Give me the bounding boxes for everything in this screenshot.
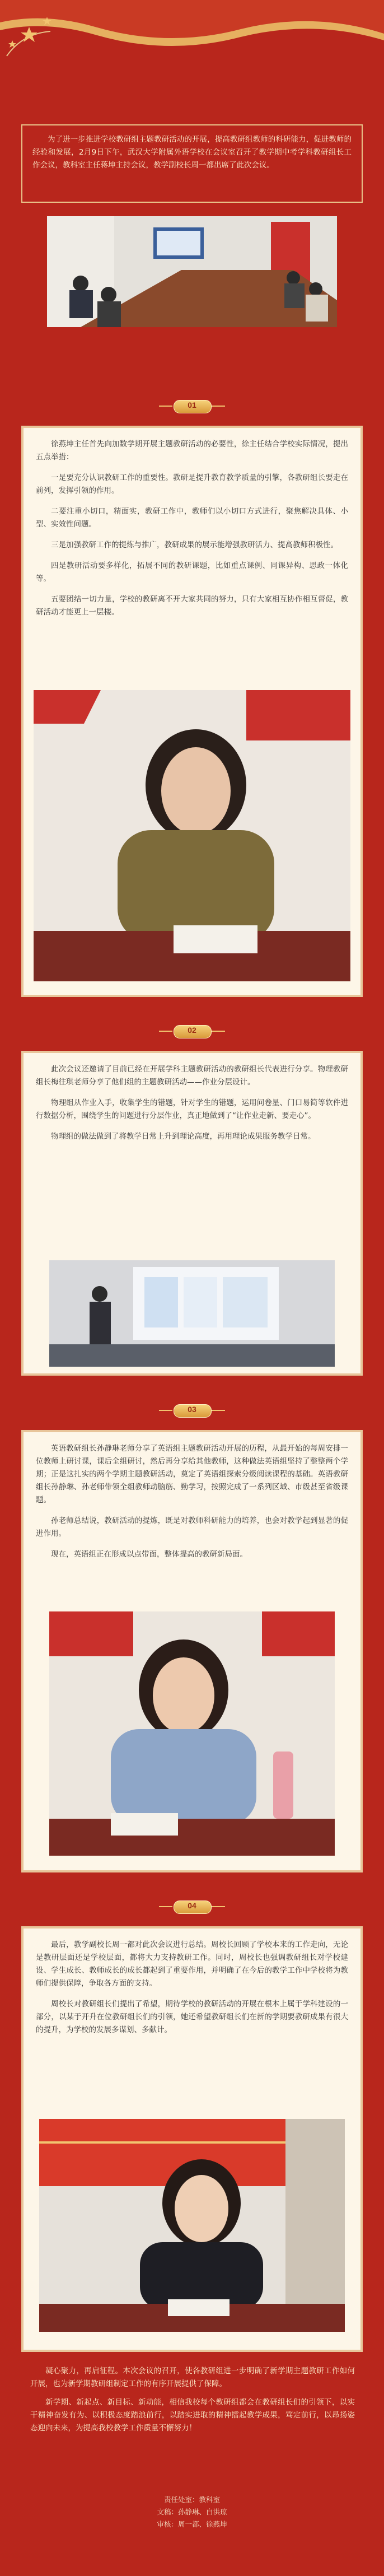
meeting-photo-icon: [47, 216, 337, 327]
section-01-badge: [162, 395, 222, 417]
section-number: 01: [188, 400, 196, 409]
section-01-card: [21, 426, 363, 997]
paragraph: 五要团结一切力量，学校的教研离不开大家共同的努力，只有大家相互协作相互督促，教研活动才能更上一层楼。: [36, 595, 348, 617]
speaker-photo-03: [49, 1611, 335, 1856]
paragraph: 现在，英语组正在形成以点带面，整体提高的教研新局面。: [51, 1550, 247, 1559]
intro-text: 为了进一步推进学校教研组主题教研活动的开展，提高教研组教师的科研能力，促进教师的经验和发展，2月9日下午，武汉大学附属外语学校在会议室召开了教学期中考学科教研组长工作会议，教科室主任蒋坤主持会议，教学副校长周一都出席了此次会议。: [32, 135, 352, 170]
paragraph: 三是加强教研工作的提炼与推广，教研成果的展示能增强教研活力、提高教师积极性。: [51, 541, 338, 549]
section-02-card: [21, 1051, 363, 1376]
paragraph: 最后，教学副校长周一都对此次会议进行总结。周校长回顾了学校本来的工作走向，无论是教研层面还是学校层面，都将大力支持教研工作。同时，周校长也强调教研组长对学校建设、学生成长、教师成长的成长都起到了重要作用，并明确了在今后的教学工作中学校将为教师们提供保障，争取各方面的支持。: [36, 1940, 348, 1988]
meeting-room-photo: [47, 216, 337, 327]
section-04-card: [21, 1926, 363, 2352]
paragraph: 周校长对教研组长们提出了希望，期待学校的教研活动的开展在根本上属于学科建设的一部分，以某于开升在位教研组长们的引领，她还希望教研组长们在新的学期要教研成果有很大的提升，为学校的发展多谋划、多献计。: [36, 2000, 348, 2034]
speaker-photo-icon: [34, 690, 350, 981]
paragraph: 孙老师总结说，教研活动的提炼，既是对教师科研能力的培养，也会对教学起到显著的促进作用。: [36, 1516, 348, 1538]
header-decoration: [0, 0, 384, 112]
writer-credit: 文稿：孙静琳、白洪琼: [157, 2508, 227, 2516]
speaker-photo-icon: [49, 1611, 335, 1856]
paragraph: 物理组的做法做到了将教学日常上升到理论高度，再用理论成果服务教学日常。: [51, 1132, 316, 1141]
speaker-photo-04: [39, 2119, 345, 2332]
paragraph: 物理组从作业入手，收集学生的错题，针对学生的错题，运用问卷星、门口易简等软件进行数据分析，围绕学生的问题进行分层作业，真正地做到了“让作业走新、要走心”。: [36, 1098, 348, 1120]
section-number: 03: [188, 1405, 196, 1414]
intro-box: [21, 124, 363, 203]
closing-paragraph: 新学期、新起点、新目标、新动能，相信我校每个教研组都会在教研组长们的引领下，以实干精神奋发有为、以积极态度踏浪前行，以踏实进取的精神擂起教学成果，笃定前行，以昂扬姿态迎向未来，为提高我校教学工作质量不懈努力！: [30, 2398, 355, 2433]
closing-text: [30, 2365, 355, 2440]
section-02-badge: [162, 1020, 222, 1042]
section-03-card: [21, 1430, 363, 1872]
speaker-photo-icon: [39, 2119, 345, 2332]
presentation-photo: [49, 1260, 335, 1367]
presentation-photo-icon: [49, 1260, 335, 1367]
closing-paragraph: 凝心聚力，再启征程。本次会议的召开，使各教研组进一步明确了新学期主题教研工作如何开展，也为新学期教研组制定工作的有序开展提供了保障。: [30, 2367, 355, 2388]
reviewer-credit: 审核：周一都、徐燕坤: [157, 2520, 227, 2528]
paragraph: 二要注重小切口，精面实，教研工作中，教师们以小切口方式进行，聚焦解决具体、小型、实效性问题。: [36, 507, 348, 529]
editor-credit: 责任处室：教科室: [163, 2495, 220, 2504]
paragraph: 徐燕坤主任首先向加数学期开展主题教研活动的必要性，徐主任结合学校实际情况，提出五点举措：: [36, 440, 348, 462]
section-number: 04: [188, 1901, 196, 1910]
credits-footer: [0, 2494, 384, 2531]
paragraph: 英语教研组长孙静琳老师分享了英语组主题教研活动开展的历程，从最开始的每周安排一位教师上研讨课，课后全组研讨，然后再分享给其他教师，这种做法英语组坚持了整整两个学期；正是这扎实的两个学期主题教研活动，奠定了英语组探索分级阅读课程的基础。英语教研组长孙静琳、孙老师带领全组教师动脑筋、勤学习，按照完成了一系列区域、市级甚至省级课题。: [36, 1444, 348, 1504]
paragraph: 四是教研活动要多样化，拓展不同的教研课题，比如重点课例、同课异构、思政一体化等。: [36, 561, 348, 583]
speaker-photo-01: [34, 690, 350, 981]
section-number: 02: [188, 1026, 196, 1035]
banner-ribbon-icon: [0, 0, 384, 112]
paragraph: 此次会议还邀请了目前已经在开展学科主题教研活动的教研组长代表进行分享。物理教研组长梅往琪老师分享了他们组的主题教研活动——作业分层设计。: [36, 1065, 348, 1087]
section-04-badge: [162, 1895, 222, 1918]
section-03-badge: [162, 1399, 222, 1422]
paragraph: 一是要充分认识教研工作的重要性。教研是提升教育教学质量的引擎，各教研组长要走在前列，发挥引领的作用。: [36, 473, 348, 495]
